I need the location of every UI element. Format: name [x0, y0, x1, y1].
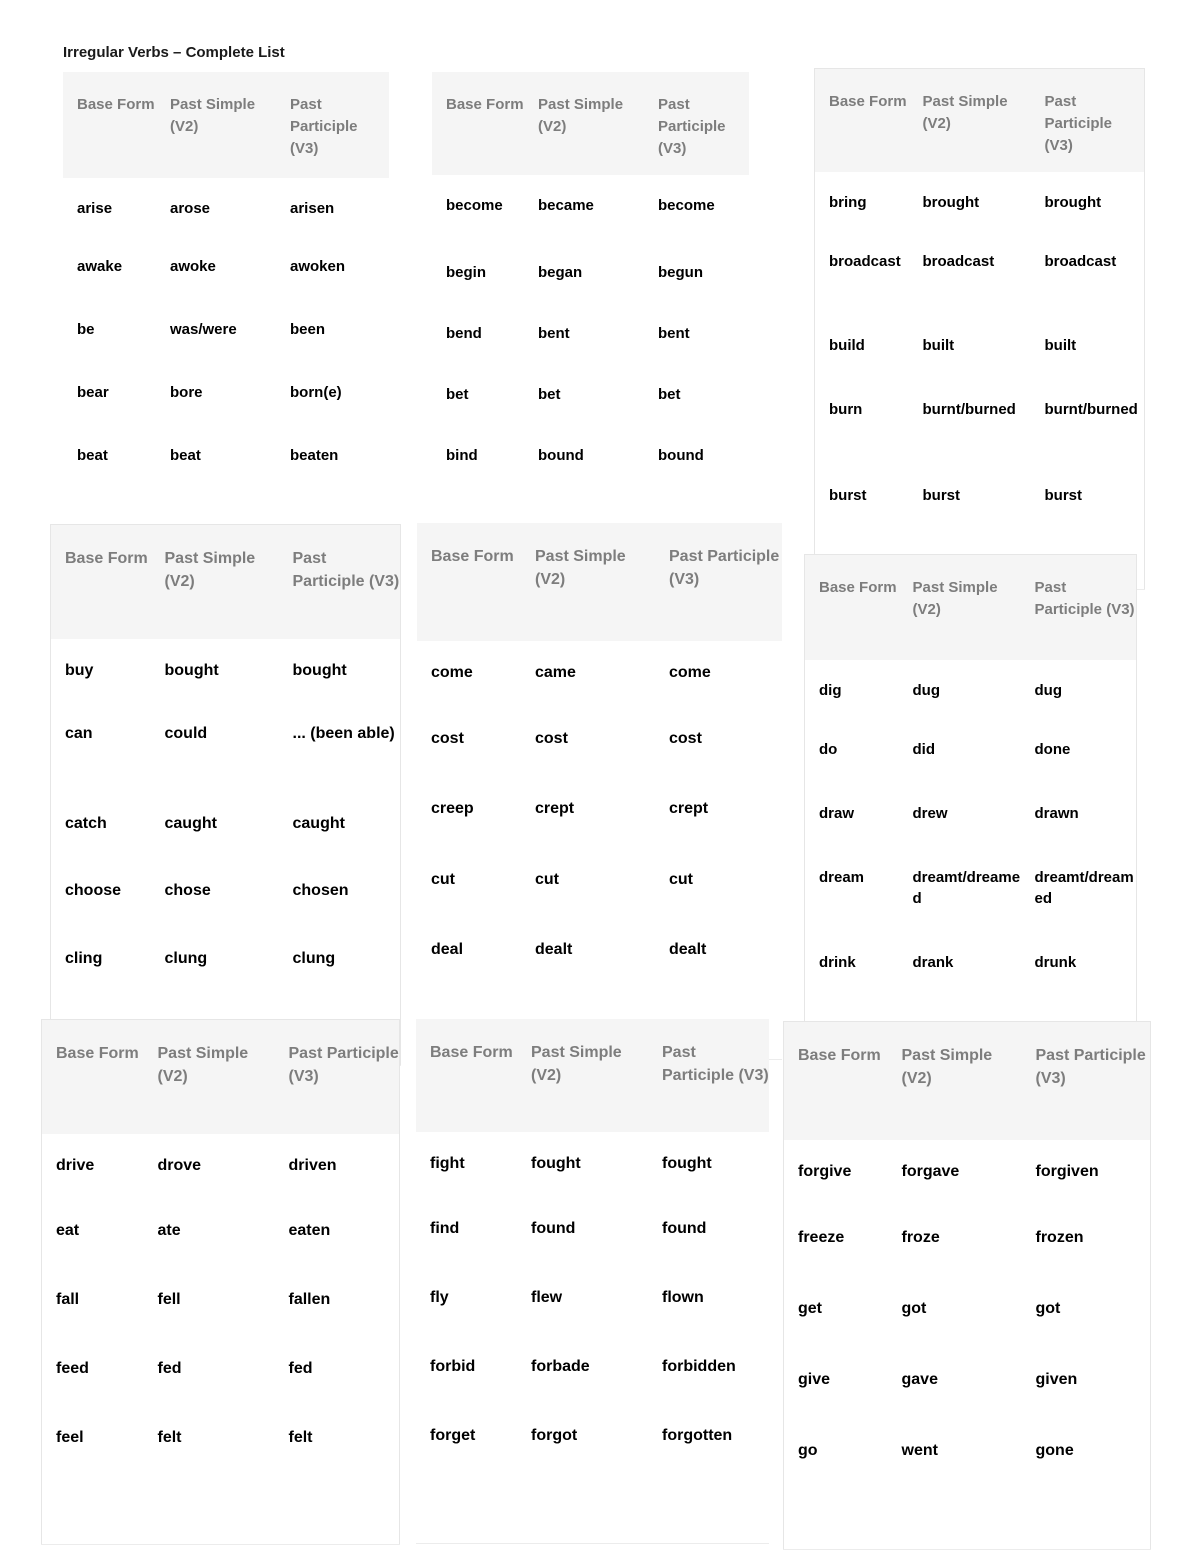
table-cell: drove — [157, 1156, 202, 1174]
table-cell: awoken — [290, 258, 346, 275]
verb-table-4 — [50, 524, 401, 1066]
table-cell: clung — [292, 949, 336, 967]
table-cell: cost — [431, 730, 464, 747]
table-row — [432, 430, 749, 526]
table-cell: fought — [531, 1155, 581, 1172]
table-header-row — [416, 1019, 769, 1132]
table-cell: get — [798, 1299, 822, 1317]
table-cell: cut — [431, 871, 455, 888]
table-cell: fall — [56, 1290, 80, 1308]
table-row — [805, 660, 1137, 724]
table-row — [42, 1411, 400, 1545]
table-cell: forbidden — [662, 1358, 736, 1375]
table-cell: brought — [1044, 193, 1102, 211]
table-cell: felt — [288, 1428, 313, 1446]
table-header-row — [51, 525, 401, 639]
column-header: Past Participle (V3) — [1035, 1047, 1146, 1088]
table-cell: freeze — [798, 1228, 845, 1246]
column-header: Past Simple (V2) — [535, 548, 626, 589]
table-cell: forgotten — [662, 1427, 733, 1444]
table-cell: drank — [912, 953, 954, 971]
column-header: Base Form — [829, 93, 907, 110]
table-cell: arisen — [290, 200, 335, 217]
column-header: Base Form — [819, 579, 897, 596]
table-cell: cling — [65, 949, 103, 967]
column-header: Past Simple (V2) — [157, 1045, 249, 1086]
table-cell: caught — [292, 814, 345, 832]
table-cell: done — [1034, 740, 1071, 758]
table-row — [805, 788, 1137, 852]
table-cell: cost — [535, 730, 568, 747]
table-cell: did — [912, 740, 935, 758]
column-header: Past Simple (V2) — [170, 96, 256, 135]
table-cell: buy — [65, 661, 94, 679]
column-header: Past Simple (V2) — [901, 1047, 993, 1088]
table-cell: got — [1035, 1299, 1061, 1317]
column-header: Past Participle (V3) — [292, 550, 400, 591]
table-row — [416, 1132, 769, 1202]
table-row — [417, 853, 782, 923]
table-cell: ... (been able) — [292, 724, 395, 742]
table-cell: gone — [1035, 1441, 1074, 1459]
table-cell: drink — [819, 953, 856, 971]
table-cell: forbid — [430, 1358, 476, 1375]
table-cell: fly — [430, 1289, 449, 1306]
table-row — [784, 1140, 1151, 1211]
table-row — [805, 852, 1137, 937]
table-row — [784, 1424, 1151, 1550]
table-cell: eaten — [288, 1221, 331, 1239]
table-cell: feel — [56, 1428, 84, 1446]
column-header: Past Participle (V3) — [290, 96, 358, 157]
table-cell: catch — [65, 814, 107, 832]
table-cell: built — [922, 336, 955, 354]
table-cell: broadcast — [922, 252, 995, 270]
table-row — [784, 1353, 1151, 1424]
table-header-row — [784, 1022, 1151, 1140]
table-cell: broadcast — [829, 252, 901, 270]
table-cell: froze — [901, 1228, 940, 1246]
table-cell: forgiven — [1035, 1162, 1099, 1180]
table-cell: choose — [65, 881, 122, 899]
table-cell: caught — [164, 814, 217, 832]
table-row — [42, 1273, 400, 1342]
table-row — [815, 236, 1145, 320]
table-cell: come — [669, 664, 711, 681]
table-row — [51, 864, 401, 932]
table-header-row — [417, 523, 782, 641]
table-cell: begin — [446, 264, 486, 281]
table-row — [815, 320, 1145, 384]
table-cell: forbade — [531, 1358, 590, 1375]
column-header: Past Simple (V2) — [538, 96, 624, 135]
table-cell: given — [1035, 1370, 1078, 1388]
table-cell: built — [1044, 336, 1077, 354]
table-cell: fed — [157, 1359, 182, 1377]
table-cell: eat — [56, 1221, 80, 1239]
column-header: Base Form — [431, 548, 514, 565]
table-cell: become — [658, 197, 715, 214]
table-cell: cut — [535, 871, 559, 888]
table-cell: bind — [446, 447, 478, 464]
table-cell: driven — [288, 1156, 337, 1174]
table-cell: beaten — [290, 447, 339, 464]
table-cell: burst — [922, 486, 960, 504]
table-cell: burnt/burned — [1044, 400, 1138, 418]
table-row — [417, 641, 782, 712]
table-cell: draw — [819, 804, 855, 822]
column-header: Past Participle (V3) — [288, 1045, 399, 1086]
table-row — [815, 172, 1145, 236]
column-header: Base Form — [77, 96, 155, 113]
table-cell: flew — [531, 1289, 563, 1306]
table-cell: been — [290, 321, 326, 338]
table-row — [63, 367, 389, 430]
table-cell: forgave — [901, 1162, 960, 1180]
table-cell: forgot — [531, 1427, 578, 1444]
table-cell: forgive — [798, 1162, 852, 1180]
table-cell: can — [65, 724, 93, 742]
table-cell: come — [431, 664, 473, 681]
verb-table-1 — [63, 72, 389, 535]
table-cell: be — [77, 321, 95, 338]
table-cell: cut — [669, 871, 693, 888]
table-cell: bound — [538, 447, 584, 464]
table-row — [432, 369, 749, 430]
column-header: Base Form — [56, 1045, 139, 1062]
table-cell: go — [798, 1441, 818, 1459]
table-cell: bet — [446, 386, 469, 403]
table-cell: drew — [912, 804, 948, 822]
table-cell: bought — [164, 661, 219, 679]
table-cell: bent — [658, 325, 690, 342]
table-row — [416, 1409, 769, 1543]
table-cell: drawn — [1034, 804, 1079, 822]
table-cell: ate — [157, 1221, 181, 1239]
table-row — [784, 1282, 1151, 1353]
table-cell: drive — [56, 1156, 95, 1174]
table-cell: give — [798, 1370, 831, 1388]
column-header: Base Form — [446, 96, 524, 113]
table-cell: do — [819, 740, 838, 758]
table-cell: burn — [829, 400, 863, 418]
table-row — [51, 707, 401, 797]
table-cell: crept — [535, 800, 575, 817]
table-row — [417, 712, 782, 782]
table-cell: burst — [829, 486, 867, 504]
column-header: Past Participle (V3) — [662, 1044, 769, 1085]
table-cell: chose — [164, 881, 211, 899]
verb-table-2 — [432, 72, 749, 527]
table-cell: dealt — [669, 941, 707, 958]
table-header-row — [432, 72, 749, 175]
table-cell: burst — [1044, 486, 1082, 504]
table-cell: could — [164, 724, 208, 742]
table-cell: bend — [446, 325, 482, 342]
table-row — [416, 1202, 769, 1271]
table-cell: was/were — [170, 321, 237, 338]
table-cell: broadcast — [1044, 252, 1117, 270]
table-row — [63, 430, 389, 534]
table-cell: become — [446, 197, 503, 214]
table-header-row — [815, 69, 1145, 172]
table-cell: bore — [170, 384, 203, 401]
table-cell: bound — [658, 447, 704, 464]
table-row — [51, 797, 401, 864]
table-cell: forget — [430, 1427, 476, 1444]
table-cell: bring — [829, 193, 867, 211]
table-cell: found — [662, 1220, 707, 1237]
table-header-row — [805, 555, 1137, 660]
table-cell: flown — [662, 1289, 704, 1306]
table-cell: got — [901, 1299, 927, 1317]
table-cell: dream — [819, 868, 865, 886]
table-header-row — [63, 72, 389, 178]
table-cell: dig — [819, 681, 842, 699]
table-cell: found — [531, 1220, 576, 1237]
table-row — [42, 1204, 400, 1273]
table-cell: beat — [170, 447, 201, 464]
table-row — [63, 241, 389, 304]
table-cell: find — [430, 1220, 460, 1237]
column-header: Past Simple (V2) — [922, 93, 1008, 132]
table-cell: bet — [658, 386, 681, 403]
table-cell: fight — [430, 1155, 465, 1172]
table-cell: clung — [164, 949, 208, 967]
table-row — [416, 1271, 769, 1340]
table-cell: dreamt/dreamed — [912, 868, 1021, 908]
table-cell: arise — [77, 200, 113, 217]
table-cell: awake — [77, 258, 123, 275]
table-cell: begun — [658, 264, 703, 281]
table-cell: fell — [157, 1290, 181, 1308]
table-cell: dug — [1034, 681, 1062, 699]
table-cell: came — [535, 664, 576, 681]
column-header: Past Participle (V3) — [1034, 579, 1135, 618]
table-cell: cost — [669, 730, 702, 747]
column-header: Past Participle (V3) — [658, 96, 726, 157]
table-cell: frozen — [1035, 1228, 1084, 1246]
column-header: Past Participle (V3) — [669, 548, 780, 589]
verb-table-6 — [804, 554, 1137, 1065]
table-cell: chosen — [292, 881, 349, 899]
table-cell: creep — [431, 800, 474, 817]
table-cell: deal — [431, 941, 464, 958]
table-cell: bent — [538, 325, 570, 342]
table-row — [42, 1342, 400, 1411]
table-cell: beat — [77, 447, 108, 464]
verb-table-9 — [783, 1021, 1151, 1550]
table-cell: began — [538, 264, 583, 281]
table-cell: dreamt/dreamed — [1034, 868, 1134, 908]
table-cell: dug — [912, 681, 940, 699]
column-header: Base Form — [798, 1047, 881, 1064]
table-row — [416, 1340, 769, 1409]
table-row — [784, 1211, 1151, 1282]
table-cell: feed — [56, 1359, 89, 1377]
table-cell: fought — [662, 1155, 712, 1172]
table-row — [42, 1134, 400, 1204]
table-cell: arose — [170, 200, 211, 217]
verb-table-8 — [416, 1019, 769, 1544]
table-header-row — [42, 1020, 400, 1134]
table-cell: went — [901, 1441, 938, 1459]
table-row — [805, 724, 1137, 788]
table-cell: burnt/burned — [922, 400, 1016, 418]
table-row — [63, 304, 389, 367]
table-cell: bet — [538, 386, 561, 403]
table-row — [417, 782, 782, 853]
table-cell: fallen — [288, 1290, 331, 1308]
column-header: Past Participle (V3) — [1044, 93, 1113, 154]
table-cell: dealt — [535, 941, 573, 958]
column-header: Base Form — [65, 550, 148, 567]
table-cell: brought — [922, 193, 980, 211]
table-cell: bear — [77, 384, 109, 401]
table-cell: gave — [901, 1370, 938, 1388]
table-cell: became — [538, 197, 594, 214]
table-row — [432, 308, 749, 369]
column-header: Past Simple (V2) — [531, 1044, 622, 1085]
table-row — [815, 384, 1145, 470]
table-cell: crept — [669, 800, 709, 817]
table-cell: build — [829, 336, 865, 354]
column-header: Base Form — [430, 1044, 513, 1061]
table-cell: felt — [157, 1428, 182, 1446]
column-header: Past Simple (V2) — [912, 579, 998, 618]
table-cell: fed — [288, 1359, 313, 1377]
table-row — [432, 247, 749, 308]
table-row — [432, 175, 749, 247]
verb-table-3 — [814, 68, 1145, 590]
verb-table-5 — [417, 523, 782, 1060]
table-cell: born(e) — [290, 384, 342, 401]
table-cell: drunk — [1034, 953, 1077, 971]
table-row — [63, 178, 389, 241]
table-row — [51, 639, 401, 707]
page-title: Irregular Verbs – Complete List — [63, 44, 285, 61]
table-cell: awoke — [170, 258, 216, 275]
column-header: Past Simple (V2) — [164, 550, 256, 591]
table-cell: bought — [292, 661, 347, 679]
verb-table-7 — [41, 1019, 400, 1545]
